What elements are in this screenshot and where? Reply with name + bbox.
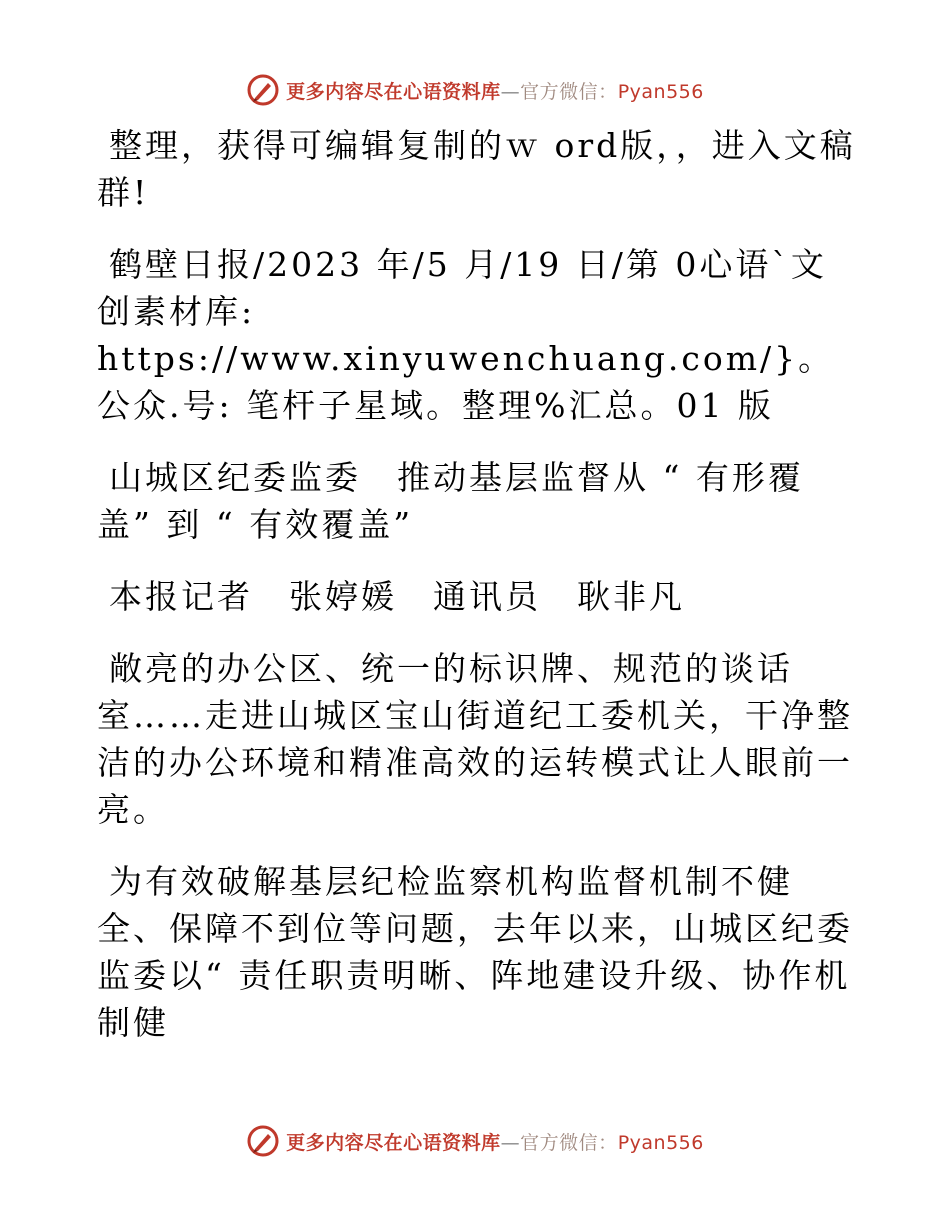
watermark-dash: —	[500, 1131, 521, 1154]
watermark-id: Pyan556	[617, 1131, 704, 1154]
pen-logo-icon	[246, 73, 280, 107]
watermark-id: Pyan556	[617, 80, 704, 103]
article-byline: 本报记者 张婷媛 通讯员 耿非凡	[109, 577, 685, 616]
paragraph-source: 鹤壁日报/2023 年/5 月/19 日/第 0心语`文创素材库: https://www.xinyuwenchuang.com/}。公众.号: 笔杆子星域。整理%汇总。01 版	[97, 245, 835, 425]
watermark-brand: 更多内容尽在心语资料库	[286, 1131, 501, 1154]
paragraph-intro: 整理，获得可编辑复制的ｗ ord版，，进入文稿群!	[97, 126, 856, 212]
watermark-label: 官方微信：	[520, 1131, 618, 1154]
watermark-header	[0, 72, 950, 108]
watermark-text	[286, 77, 704, 104]
watermark-footer	[0, 1123, 950, 1159]
watermark-text	[286, 1128, 704, 1155]
article-headline: 山城区纪委监委 推动基层监督从 “ 有形覆盖” 到 “ 有效覆盖”	[97, 458, 804, 544]
watermark-label: 官方微信：	[520, 80, 618, 103]
pen-logo-icon	[246, 1124, 280, 1158]
watermark-dash: —	[500, 80, 521, 103]
paragraph-body-1: 敞亮的办公区、统一的标识牌、规范的谈话室……走进山城区宝山街道纪工委机关，干净整洁的办公环境和精准高效的运转模式让人眼前一亮。	[97, 649, 853, 829]
paragraph-body-2: 为有效破解基层纪检监察机构监督机制不健全、保障不到位等问题，去年以来，山城区纪委监委以“ 责任职责明晰、阵地建设升级、协作机制健	[97, 862, 853, 1042]
document-body	[97, 122, 857, 1071]
watermark-brand: 更多内容尽在心语资料库	[286, 80, 501, 103]
